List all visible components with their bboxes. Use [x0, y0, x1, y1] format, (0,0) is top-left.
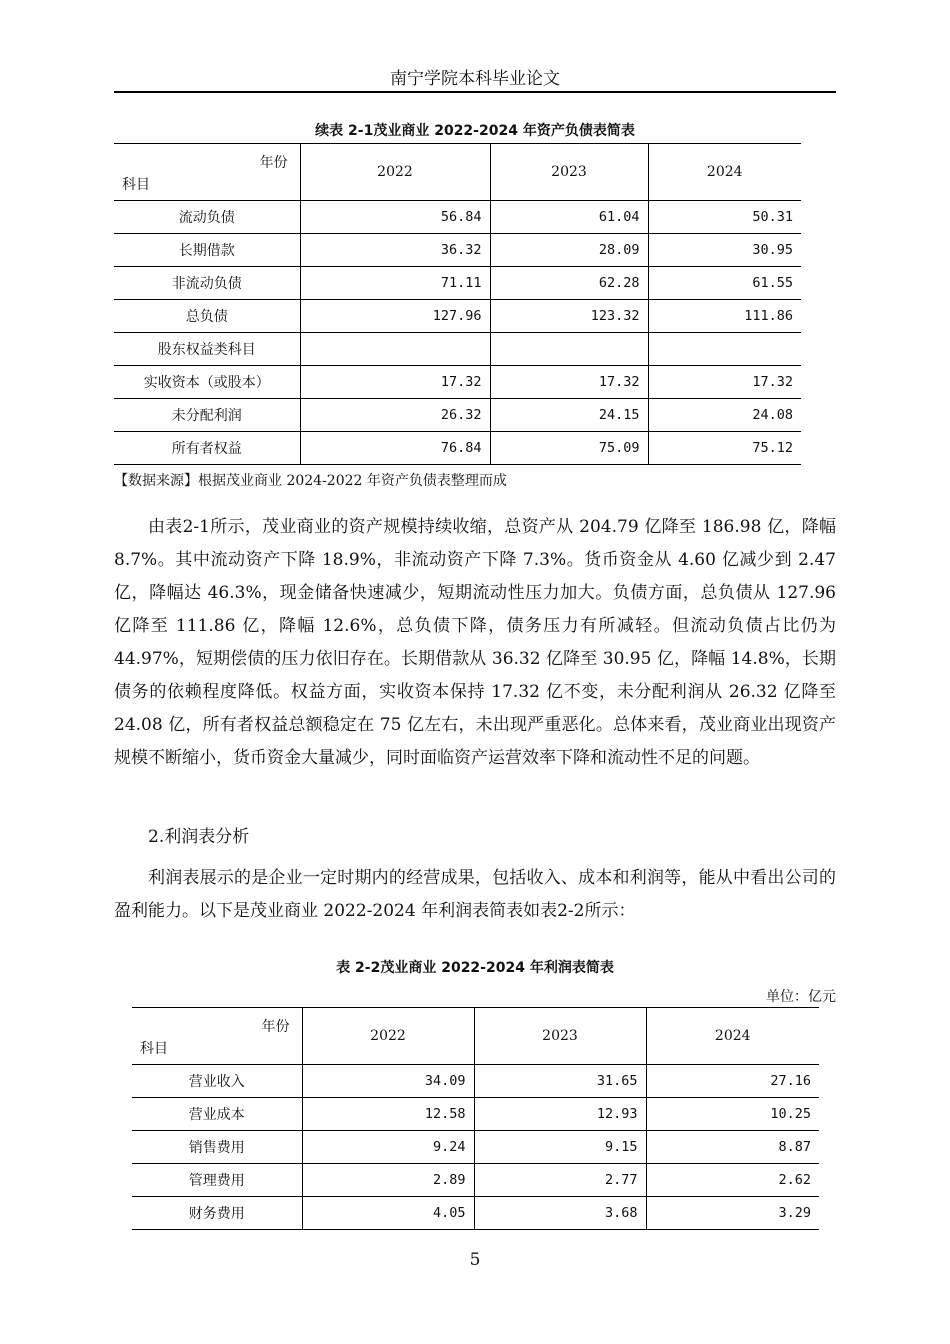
cell-value: 56.84: [300, 201, 490, 234]
table-row: [114, 333, 801, 366]
table-row: [114, 267, 801, 300]
cell-value: 26.32: [300, 399, 490, 432]
cell-value: 30.95: [648, 234, 801, 267]
cell-value: 75.12: [648, 432, 801, 465]
row-label: 实收资本（或股本）: [114, 366, 300, 399]
corner-year-label: 年份: [261, 1019, 290, 1035]
year-header: 2023: [490, 144, 648, 201]
row-label: 营业收入: [132, 1065, 302, 1098]
cell-value: 50.31: [648, 201, 801, 234]
table-row: [132, 1065, 819, 1098]
cell-value: 2.89: [302, 1164, 474, 1197]
corner-year-label: 年份: [259, 155, 288, 171]
cell-value: 75.09: [490, 432, 648, 465]
table-row: [114, 432, 801, 465]
cell-value: 3.29: [646, 1197, 819, 1230]
cell-value: 76.84: [300, 432, 490, 465]
intro-paragraph: [114, 862, 836, 928]
analysis-paragraph: [114, 511, 836, 775]
table-row: [114, 399, 801, 432]
cell-value: 2.62: [646, 1164, 819, 1197]
cell-value: [490, 333, 648, 366]
income-statement-table: [132, 1007, 819, 1230]
cell-value: 9.15: [474, 1131, 646, 1164]
table-row: [132, 1197, 819, 1230]
year-header: 2022: [300, 144, 490, 201]
cell-value: 4.05: [302, 1197, 474, 1230]
row-label: 长期借款: [114, 234, 300, 267]
cell-value: 123.32: [490, 300, 648, 333]
cell-value: [300, 333, 490, 366]
table-corner-cell: [114, 144, 300, 201]
cell-value: [648, 333, 801, 366]
cell-value: 24.08: [648, 399, 801, 432]
table-row: [114, 300, 801, 333]
cell-value: 9.24: [302, 1131, 474, 1164]
table2-caption: 表 2-2茂业商业 2022-2024 年利润表简表: [336, 960, 614, 976]
table-header-row: [132, 1008, 819, 1065]
cell-value: 127.96: [300, 300, 490, 333]
year-header: 2024: [646, 1008, 819, 1065]
year-header: 2024: [648, 144, 801, 201]
row-label: 总负债: [114, 300, 300, 333]
cell-value: 61.04: [490, 201, 648, 234]
row-label: 股东权益类科目: [114, 333, 300, 366]
row-label: 所有者权益: [114, 432, 300, 465]
row-label: 管理费用: [132, 1164, 302, 1197]
table-header-row: [114, 144, 801, 201]
header-rule: [114, 91, 836, 93]
cell-value: 34.09: [302, 1065, 474, 1098]
cell-value: 10.25: [646, 1098, 819, 1131]
table1-caption: 续表 2-1茂业商业 2022-2024 年资产负债表简表: [315, 123, 635, 139]
row-label: 未分配利润: [114, 399, 300, 432]
table2-unit-label: 单位：亿元: [766, 989, 836, 1005]
cell-value: 36.32: [300, 234, 490, 267]
cell-value: 8.87: [646, 1131, 819, 1164]
table-row: [132, 1131, 819, 1164]
year-header: 2022: [302, 1008, 474, 1065]
row-label: 营业成本: [132, 1098, 302, 1131]
cell-value: 61.55: [648, 267, 801, 300]
cell-value: 62.28: [490, 267, 648, 300]
balance-sheet-table: [114, 143, 801, 465]
page-number: 5: [469, 1250, 481, 1270]
table1-source-note: 【数据来源】根据茂业商业 2024-2022 年资产负债表整理而成: [114, 473, 507, 489]
cell-value: 28.09: [490, 234, 648, 267]
table-row: [132, 1098, 819, 1131]
cell-value: 31.65: [474, 1065, 646, 1098]
section-heading: 2.利润表分析: [148, 827, 250, 847]
cell-value: 3.68: [474, 1197, 646, 1230]
cell-value: 111.86: [648, 300, 801, 333]
cell-value: 27.16: [646, 1065, 819, 1098]
table-corner-cell: [132, 1008, 302, 1065]
cell-value: 17.32: [300, 366, 490, 399]
row-label: 非流动负债: [114, 267, 300, 300]
table-row: [114, 366, 801, 399]
row-label: 财务费用: [132, 1197, 302, 1230]
cell-value: 71.11: [300, 267, 490, 300]
page-header-title: 南宁学院本科毕业论文: [390, 69, 560, 89]
row-label: 销售费用: [132, 1131, 302, 1164]
table-row: [114, 234, 801, 267]
paragraph-text: 由表2-1所示，茂业商业的资产规模持续收缩，总资产从 204.79 亿降至 186.98 亿，降幅 8.7%。其中流动资产下降 18.9%，非流动资产下降 7.3%。货币资金从 4.60 亿减少到 2.47 亿，降幅达 46.3%，现金储备快速减少，短期流动性压力加大。负债方面，总负债从 127.96 亿降至 111.86 亿，降幅 12.6%，总负债下降，债务压力有所减轻。但流动负债占比仍为 44.97%，短期偿债的压力依旧存在。长期借款从 36.32 亿降至 30.95 亿，降幅 14.8%，长期债务的依赖程度降低。权益方面，实收资本保持 17.32 亿不变，未分配利润从 26.32 亿降至 24.08 亿，所有者权益总额稳定在 75 亿左右，未出现严重恶化。总体来看，茂业商业出现资产规模不断缩小，货币资金大量减少，同时面临资产运营效率下降和流动性不足的问题。: [114, 517, 836, 768]
table-row: [132, 1164, 819, 1197]
year-header: 2023: [474, 1008, 646, 1065]
cell-value: 12.93: [474, 1098, 646, 1131]
cell-value: 2.77: [474, 1164, 646, 1197]
cell-value: 24.15: [490, 399, 648, 432]
corner-item-label: 科目: [140, 1041, 168, 1057]
cell-value: 17.32: [648, 366, 801, 399]
paragraph-text: 利润表展示的是企业一定时期内的经营成果，包括收入、成本和利润等，能从中看出公司的盈利能力。以下是茂业商业 2022-2024 年利润表简表如表2-2所示：: [114, 868, 836, 921]
row-label: 流动负债: [114, 201, 300, 234]
cell-value: 17.32: [490, 366, 648, 399]
cell-value: 12.58: [302, 1098, 474, 1131]
table-row: [114, 201, 801, 234]
corner-item-label: 科目: [122, 177, 150, 193]
